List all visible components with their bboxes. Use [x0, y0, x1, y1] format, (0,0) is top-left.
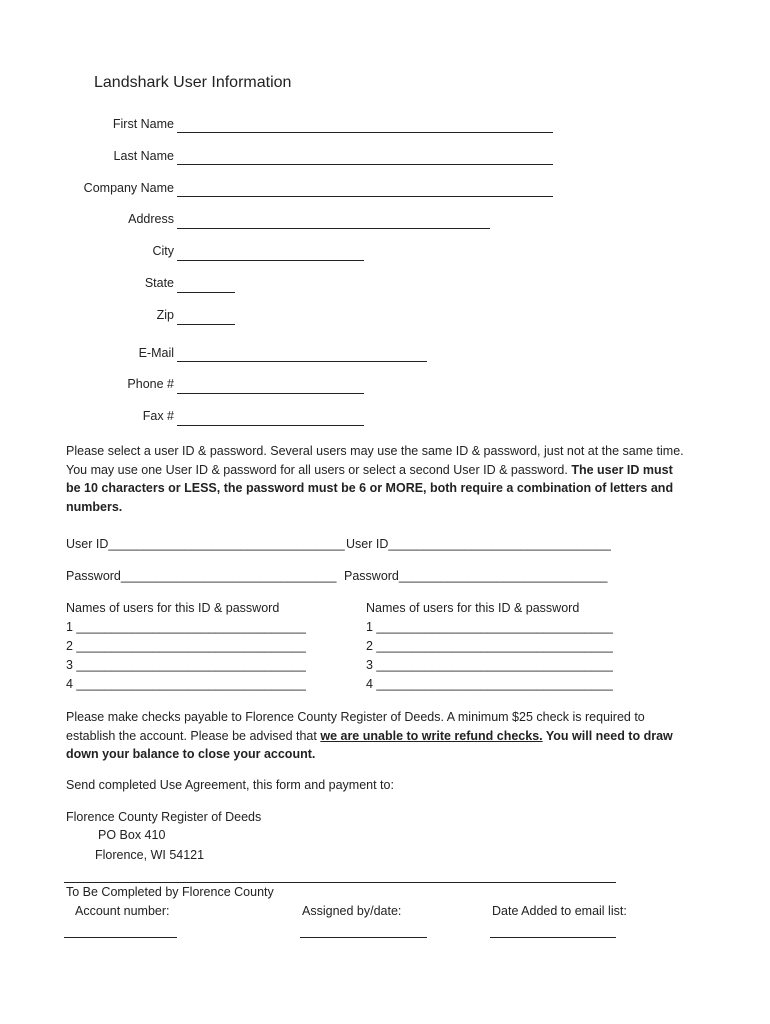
fax-label: Fax #: [142, 409, 174, 423]
first-name-field[interactable]: [177, 132, 553, 133]
zip-field[interactable]: [177, 324, 235, 325]
address-line-1: Florence County Register of Deeds: [66, 810, 262, 824]
zip-label: Zip: [156, 308, 174, 322]
user-id-field-2[interactable]: User ID________________________________: [346, 537, 611, 551]
phone-label: Phone #: [127, 377, 174, 391]
balance-notice: You will need to draw down your balance to close your account.: [66, 728, 673, 762]
assigned-label: Assigned by/date:: [302, 904, 402, 918]
user-name-row[interactable]: 1 _________________________________: [66, 620, 306, 634]
first-name-label: First Name: [112, 117, 174, 131]
address-line-2: PO Box 410: [98, 828, 166, 842]
send-instructions: Send completed Use Agreement, this form and payment to:: [66, 778, 394, 792]
user-name-row[interactable]: 1 __________________________________: [366, 620, 613, 634]
state-label: State: [144, 276, 174, 290]
email-label: E-Mail: [138, 346, 174, 360]
form-title: Landshark User Information: [94, 74, 292, 91]
user-name-row[interactable]: 4 _________________________________: [66, 677, 306, 691]
account-number-label: Account number:: [75, 904, 170, 918]
instructions-text: Please select a user ID & password. Several users may use the same ID & password, just not at the same time. You may use one User ID & password for all users or select a second User ID & password.: [66, 444, 684, 477]
payment-paragraph: [66, 708, 686, 764]
date-added-label: Date Added to email list:: [492, 904, 627, 918]
company-name-label: Company Name: [83, 181, 174, 195]
instructions-requirements: The user ID must be 10 characters or LESS, the password must be 6 or MORE, both require a combination of letters and numbers.: [66, 462, 674, 514]
user-name-row[interactable]: 2 __________________________________: [366, 639, 613, 653]
address-label: Address: [128, 212, 174, 226]
user-name-row[interactable]: 4 __________________________________: [366, 677, 613, 691]
users-heading-left: Names of users for this ID & password: [66, 601, 280, 615]
users-heading-right: Names of users for this ID & password: [366, 601, 580, 615]
account-number-field[interactable]: [64, 937, 177, 938]
address-field[interactable]: [177, 228, 490, 229]
fax-field[interactable]: [177, 425, 364, 426]
county-heading: To Be Completed by Florence County: [66, 885, 274, 899]
password-field-2[interactable]: Password______________________________: [344, 569, 608, 583]
date-added-field[interactable]: [490, 937, 616, 938]
last-name-label: Last Name: [113, 149, 174, 163]
instructions-paragraph: [66, 442, 686, 516]
payment-text: Please make checks payable to Florence County Register of Deeds. A minimum $25 check is required to establish the account. Please be advised that: [66, 710, 645, 743]
user-name-row[interactable]: 3 __________________________________: [366, 658, 613, 672]
user-id-field-1[interactable]: User ID__________________________________: [66, 537, 345, 551]
last-name-field[interactable]: [177, 164, 553, 165]
divider: [64, 882, 616, 883]
user-name-row[interactable]: 3 _________________________________: [66, 658, 306, 672]
assigned-field[interactable]: [300, 937, 427, 938]
refund-notice: we are unable to write refund checks.: [320, 728, 543, 743]
state-field[interactable]: [177, 292, 235, 293]
user-name-row[interactable]: 2 _________________________________: [66, 639, 306, 653]
phone-field[interactable]: [177, 393, 364, 394]
company-name-field[interactable]: [177, 196, 553, 197]
city-field[interactable]: [177, 260, 364, 261]
email-field[interactable]: [177, 361, 427, 362]
address-line-3: Florence, WI 54121: [95, 848, 205, 862]
password-field-1[interactable]: Password_______________________________: [66, 569, 337, 583]
city-label: City: [152, 244, 174, 258]
